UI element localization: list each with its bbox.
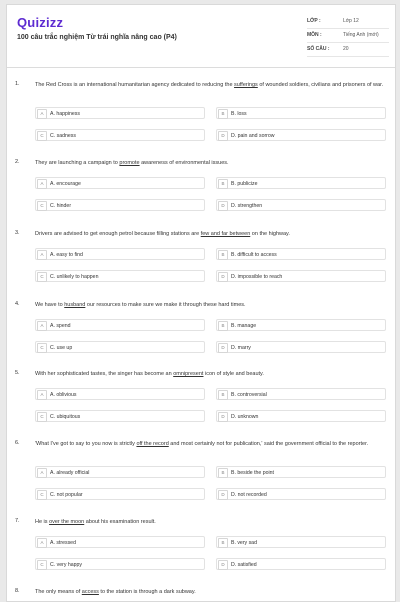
option-letter-badge: B bbox=[218, 390, 228, 400]
question-number: 1. bbox=[15, 81, 20, 87]
underlined-term: omnipresent bbox=[173, 371, 204, 377]
question-text-part: on the highway. bbox=[250, 231, 290, 237]
meta-value: Tiếng Anh (mới) bbox=[343, 32, 379, 38]
option-letter-badge: D bbox=[218, 201, 228, 211]
worksheet-page bbox=[6, 4, 396, 602]
answer-option-b[interactable] bbox=[216, 388, 386, 400]
option-letter-badge: D bbox=[218, 412, 228, 422]
question-number: 6. bbox=[15, 440, 20, 446]
option-letter-badge: A bbox=[37, 390, 47, 400]
question-number: 2. bbox=[15, 159, 20, 165]
answer-option-d[interactable] bbox=[216, 341, 386, 353]
option-text: C. ubiquitous bbox=[50, 413, 81, 420]
answer-option-c[interactable] bbox=[35, 199, 205, 211]
option-text: A. happiness bbox=[50, 110, 80, 117]
answer-option-d[interactable] bbox=[216, 270, 386, 282]
question-number: 5. bbox=[15, 370, 20, 376]
meta-key: LỚP : bbox=[307, 18, 321, 24]
answer-option-b[interactable] bbox=[216, 319, 386, 331]
question-text bbox=[35, 230, 387, 238]
option-text: B. publicize bbox=[231, 180, 258, 187]
option-text: C. use up bbox=[50, 344, 73, 351]
answer-option-b[interactable] bbox=[216, 107, 386, 119]
header-divider bbox=[7, 67, 395, 68]
option-text: D. pain and sorrow bbox=[231, 132, 275, 139]
option-letter-badge: A bbox=[37, 179, 47, 189]
underlined-term: over the moon bbox=[49, 519, 85, 525]
option-text: B. difficult to access bbox=[231, 251, 277, 258]
option-letter-badge: B bbox=[218, 538, 228, 548]
option-text: A. already official bbox=[50, 469, 90, 476]
option-text: D. unknown bbox=[231, 413, 259, 420]
option-letter-badge: D bbox=[218, 272, 228, 282]
question-text-part: icon of style and beauty. bbox=[203, 371, 264, 377]
meta-row-subject bbox=[307, 29, 389, 43]
question-text-part: They are launching a campaign to bbox=[35, 160, 120, 166]
answer-option-b[interactable] bbox=[216, 536, 386, 548]
option-letter-badge: D bbox=[218, 560, 228, 570]
answer-option-c[interactable] bbox=[35, 410, 205, 422]
question-text bbox=[35, 159, 387, 167]
question-number: 4. bbox=[15, 301, 20, 307]
question-text bbox=[35, 81, 387, 89]
option-text: B. very sad bbox=[231, 539, 257, 546]
question-text-part: 'What I've got to say to you now is strictly bbox=[35, 441, 137, 447]
option-text: D. strengthen bbox=[231, 202, 263, 209]
option-text: A. spend bbox=[50, 322, 71, 329]
option-letter-badge: C bbox=[37, 343, 47, 353]
question-text-part: The Red Cross is an international humanitarian agency dedicated to reducing the bbox=[35, 82, 235, 88]
option-letter-badge: C bbox=[37, 272, 47, 282]
answer-option-d[interactable] bbox=[216, 199, 386, 211]
option-letter-badge: C bbox=[37, 201, 47, 211]
question-text bbox=[35, 301, 387, 309]
worksheet-meta bbox=[307, 15, 389, 57]
answer-option-c[interactable] bbox=[35, 341, 205, 353]
option-letter-badge: B bbox=[218, 468, 228, 478]
option-text: A. oblivious bbox=[50, 391, 77, 398]
question-text-part: With her sophisticated tastes, the singer has become an bbox=[35, 371, 174, 377]
option-letter-badge: B bbox=[218, 321, 228, 331]
option-text: A. easy to find bbox=[50, 251, 83, 258]
option-text: B. controversial bbox=[231, 391, 267, 398]
underlined-term: sufferings bbox=[234, 82, 258, 88]
option-text: D. satisfied bbox=[231, 561, 257, 568]
option-letter-badge: D bbox=[218, 490, 228, 500]
answer-option-d[interactable] bbox=[216, 129, 386, 141]
question-number: 8. bbox=[15, 588, 20, 594]
answer-option-b[interactable] bbox=[216, 177, 386, 189]
underlined-term: off the record bbox=[136, 441, 169, 447]
meta-row-count bbox=[307, 43, 389, 57]
underlined-term: promote bbox=[119, 160, 140, 166]
option-text: B. loss bbox=[231, 110, 247, 117]
meta-value: 20 bbox=[343, 46, 349, 52]
question-text-part: to the station is through a dark subway. bbox=[98, 589, 196, 595]
answer-option-a[interactable] bbox=[35, 319, 205, 331]
underlined-term: access bbox=[81, 589, 99, 595]
option-letter-badge: D bbox=[218, 343, 228, 353]
option-letter-badge: B bbox=[218, 109, 228, 119]
option-letter-badge: C bbox=[37, 490, 47, 500]
option-text: C. very happy bbox=[50, 561, 83, 568]
meta-row-class bbox=[307, 15, 389, 29]
option-text: A. encourage bbox=[50, 180, 81, 187]
answer-option-d[interactable] bbox=[216, 558, 386, 570]
meta-value: Lớp 12 bbox=[343, 18, 359, 24]
question-text-part: about his examination result. bbox=[84, 519, 156, 525]
option-letter-badge: A bbox=[37, 538, 47, 548]
option-text: A. stressed bbox=[50, 539, 76, 546]
answer-option-d[interactable] bbox=[216, 410, 386, 422]
option-letter-badge: A bbox=[37, 468, 47, 478]
option-letter-badge: B bbox=[218, 179, 228, 189]
question-text bbox=[35, 370, 387, 378]
option-letter-badge: B bbox=[218, 250, 228, 260]
question-text-part: and most certainly not for publication,' said the government official to the reporter. bbox=[168, 441, 369, 447]
worksheet-title: 100 câu trắc nghiệm Từ trái nghĩa nâng cao (P4) bbox=[17, 34, 177, 41]
underlined-term: few and far between bbox=[200, 231, 251, 237]
answer-option-a[interactable] bbox=[35, 248, 205, 260]
question-text bbox=[35, 588, 387, 596]
option-letter-badge: C bbox=[37, 412, 47, 422]
answer-option-c[interactable] bbox=[35, 558, 205, 570]
meta-key: MÔN : bbox=[307, 32, 322, 38]
option-text: B. beside the point bbox=[231, 469, 274, 476]
question-text bbox=[35, 440, 387, 448]
question-text-part: The only means of bbox=[35, 589, 82, 595]
answer-option-c[interactable] bbox=[35, 129, 205, 141]
option-text: C. hinder bbox=[50, 202, 72, 209]
answer-option-d[interactable] bbox=[216, 488, 386, 500]
answer-option-a[interactable] bbox=[35, 388, 205, 400]
question-number: 3. bbox=[15, 230, 20, 236]
question-text-part: our resources to make sure we make it through these hard times. bbox=[85, 302, 246, 308]
option-text: B. manage bbox=[231, 322, 257, 329]
answer-option-b[interactable] bbox=[216, 248, 386, 260]
question-number: 7. bbox=[15, 518, 20, 524]
option-text: D. marry bbox=[231, 344, 251, 351]
question-text bbox=[35, 518, 387, 526]
question-text-part: We have to bbox=[35, 302, 65, 308]
question-text-part: of wounded soldiers, civilians and prisoners of war. bbox=[257, 82, 384, 88]
answer-option-c[interactable] bbox=[35, 270, 205, 282]
question-text-part: He is bbox=[35, 519, 50, 525]
question-text-part: awareness of environmental issues. bbox=[139, 160, 229, 166]
option-text: D. impossible to reach bbox=[231, 273, 283, 280]
answer-option-b[interactable] bbox=[216, 466, 386, 478]
option-text: C. sadness bbox=[50, 132, 76, 139]
option-letter-badge: A bbox=[37, 250, 47, 260]
underlined-term: husband bbox=[64, 302, 86, 308]
question-text-part: Drivers are advised to get enough petrol because filling stations are bbox=[35, 231, 201, 237]
option-text: D. not recorded bbox=[231, 491, 267, 498]
option-letter-badge: C bbox=[37, 560, 47, 570]
option-text: C. not popular bbox=[50, 491, 83, 498]
answer-option-c[interactable] bbox=[35, 488, 205, 500]
answer-option-a[interactable] bbox=[35, 466, 205, 478]
meta-key: SỐ CÂU : bbox=[307, 46, 330, 52]
option-letter-badge: C bbox=[37, 131, 47, 141]
option-text: C. unlikely to happen bbox=[50, 273, 99, 280]
option-letter-badge: D bbox=[218, 131, 228, 141]
answer-option-a[interactable] bbox=[35, 536, 205, 548]
option-letter-badge: A bbox=[37, 109, 47, 119]
option-letter-badge: A bbox=[37, 321, 47, 331]
answer-option-a[interactable] bbox=[35, 107, 205, 119]
answer-option-a[interactable] bbox=[35, 177, 205, 189]
quizizz-logo: Quizizz bbox=[17, 15, 64, 30]
